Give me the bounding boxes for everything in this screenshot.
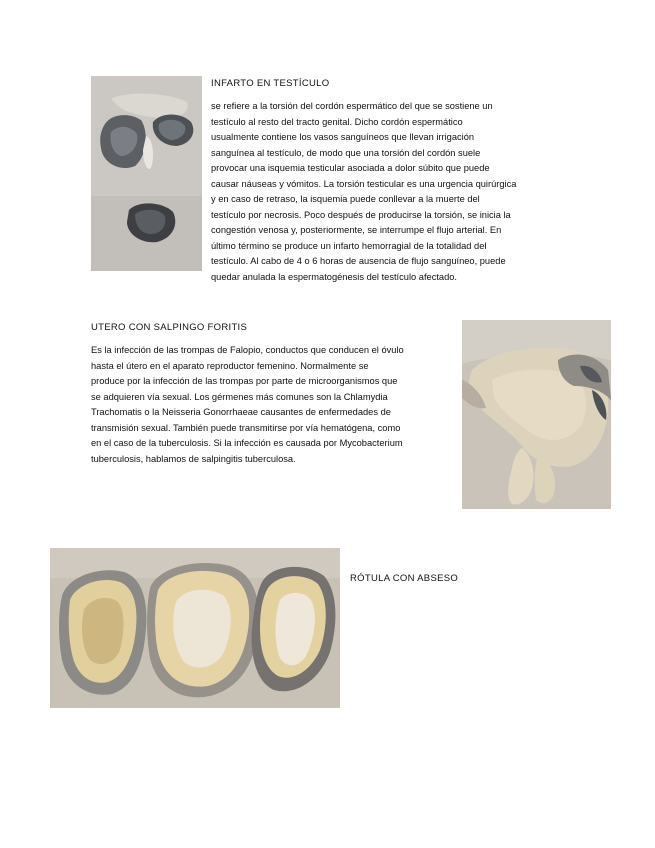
text-line: Trachomatis o la Neisseria Gonorrhaeae causantes de enfermedades de xyxy=(91,407,391,417)
text-line: sanguínea al testículo, de modo que una torsión del cordón suele xyxy=(211,147,481,158)
text-line: testículo. Al cabo de 4 o 6 horas de ausencia de flujo sanguíneo, puede xyxy=(211,256,506,266)
text-line: causar náuseas y vómitos. La torsión testicular es una urgencia quirúrgica xyxy=(211,178,517,189)
text-line: produce por la infección de las trompas por parte de microorganismos que xyxy=(91,376,398,386)
uterus-photo xyxy=(462,320,611,509)
text-line: provocar una isquemia testicular asociada a dolor súbito que puede xyxy=(211,163,490,173)
text-line: Es la infección de las trompas de Falopio, conductos que conducen el óvulo xyxy=(91,345,404,355)
text-line: testículo al resto del tracto genital. Dicho cordón espermático xyxy=(211,116,463,127)
text-line: testículo por necrosis. Poco después de producirse la torsión, se inicia la xyxy=(211,209,511,220)
section-title-patella: RÓTULA CON ABSESO xyxy=(350,573,459,584)
patella-photo xyxy=(50,548,340,708)
text-line: hasta el útero en el aparato reproductor femenino. Normalmente se xyxy=(91,360,369,371)
section-text-uterus xyxy=(91,343,456,467)
section-title-testicle: INFARTO EN TESTÍCULO xyxy=(211,78,330,89)
testicle-photo xyxy=(91,76,202,271)
text-line: se refiere a la torsión del cordón espermático del que se sostiene un xyxy=(211,101,493,111)
text-line: se adquieren vía sexual. Los gérmenes más comunes son la Chlamydia xyxy=(91,391,388,402)
section-text-testicle xyxy=(211,99,581,285)
text-line: transmisión sexual. También puede transmitirse por vía hematógena, como xyxy=(91,422,401,433)
text-line: usualmente contiene los vasos sanguíneos que llevan irrigación xyxy=(211,132,475,142)
text-line: congestión venosa y, posteriormente, se interrumpe el flujo arterial. En xyxy=(211,225,502,235)
text-line: último término se produce un infarto hemorragial de la totalidad del xyxy=(211,240,487,251)
text-line: y en caso de retraso, la isquemia puede conllevar a la muerte del xyxy=(211,194,480,204)
text-line: quedar anulada la espermatogénesis del testículo afectado. xyxy=(211,271,458,282)
section-title-uterus: UTERO CON SALPINGO FORITIS xyxy=(91,322,248,333)
text-line: tuberculosis, hablamos de salpingitis tuberculosa. xyxy=(91,453,296,464)
text-line: en el caso de la tuberculosis. Si la infección es causada por Mycobacterium xyxy=(91,438,403,448)
